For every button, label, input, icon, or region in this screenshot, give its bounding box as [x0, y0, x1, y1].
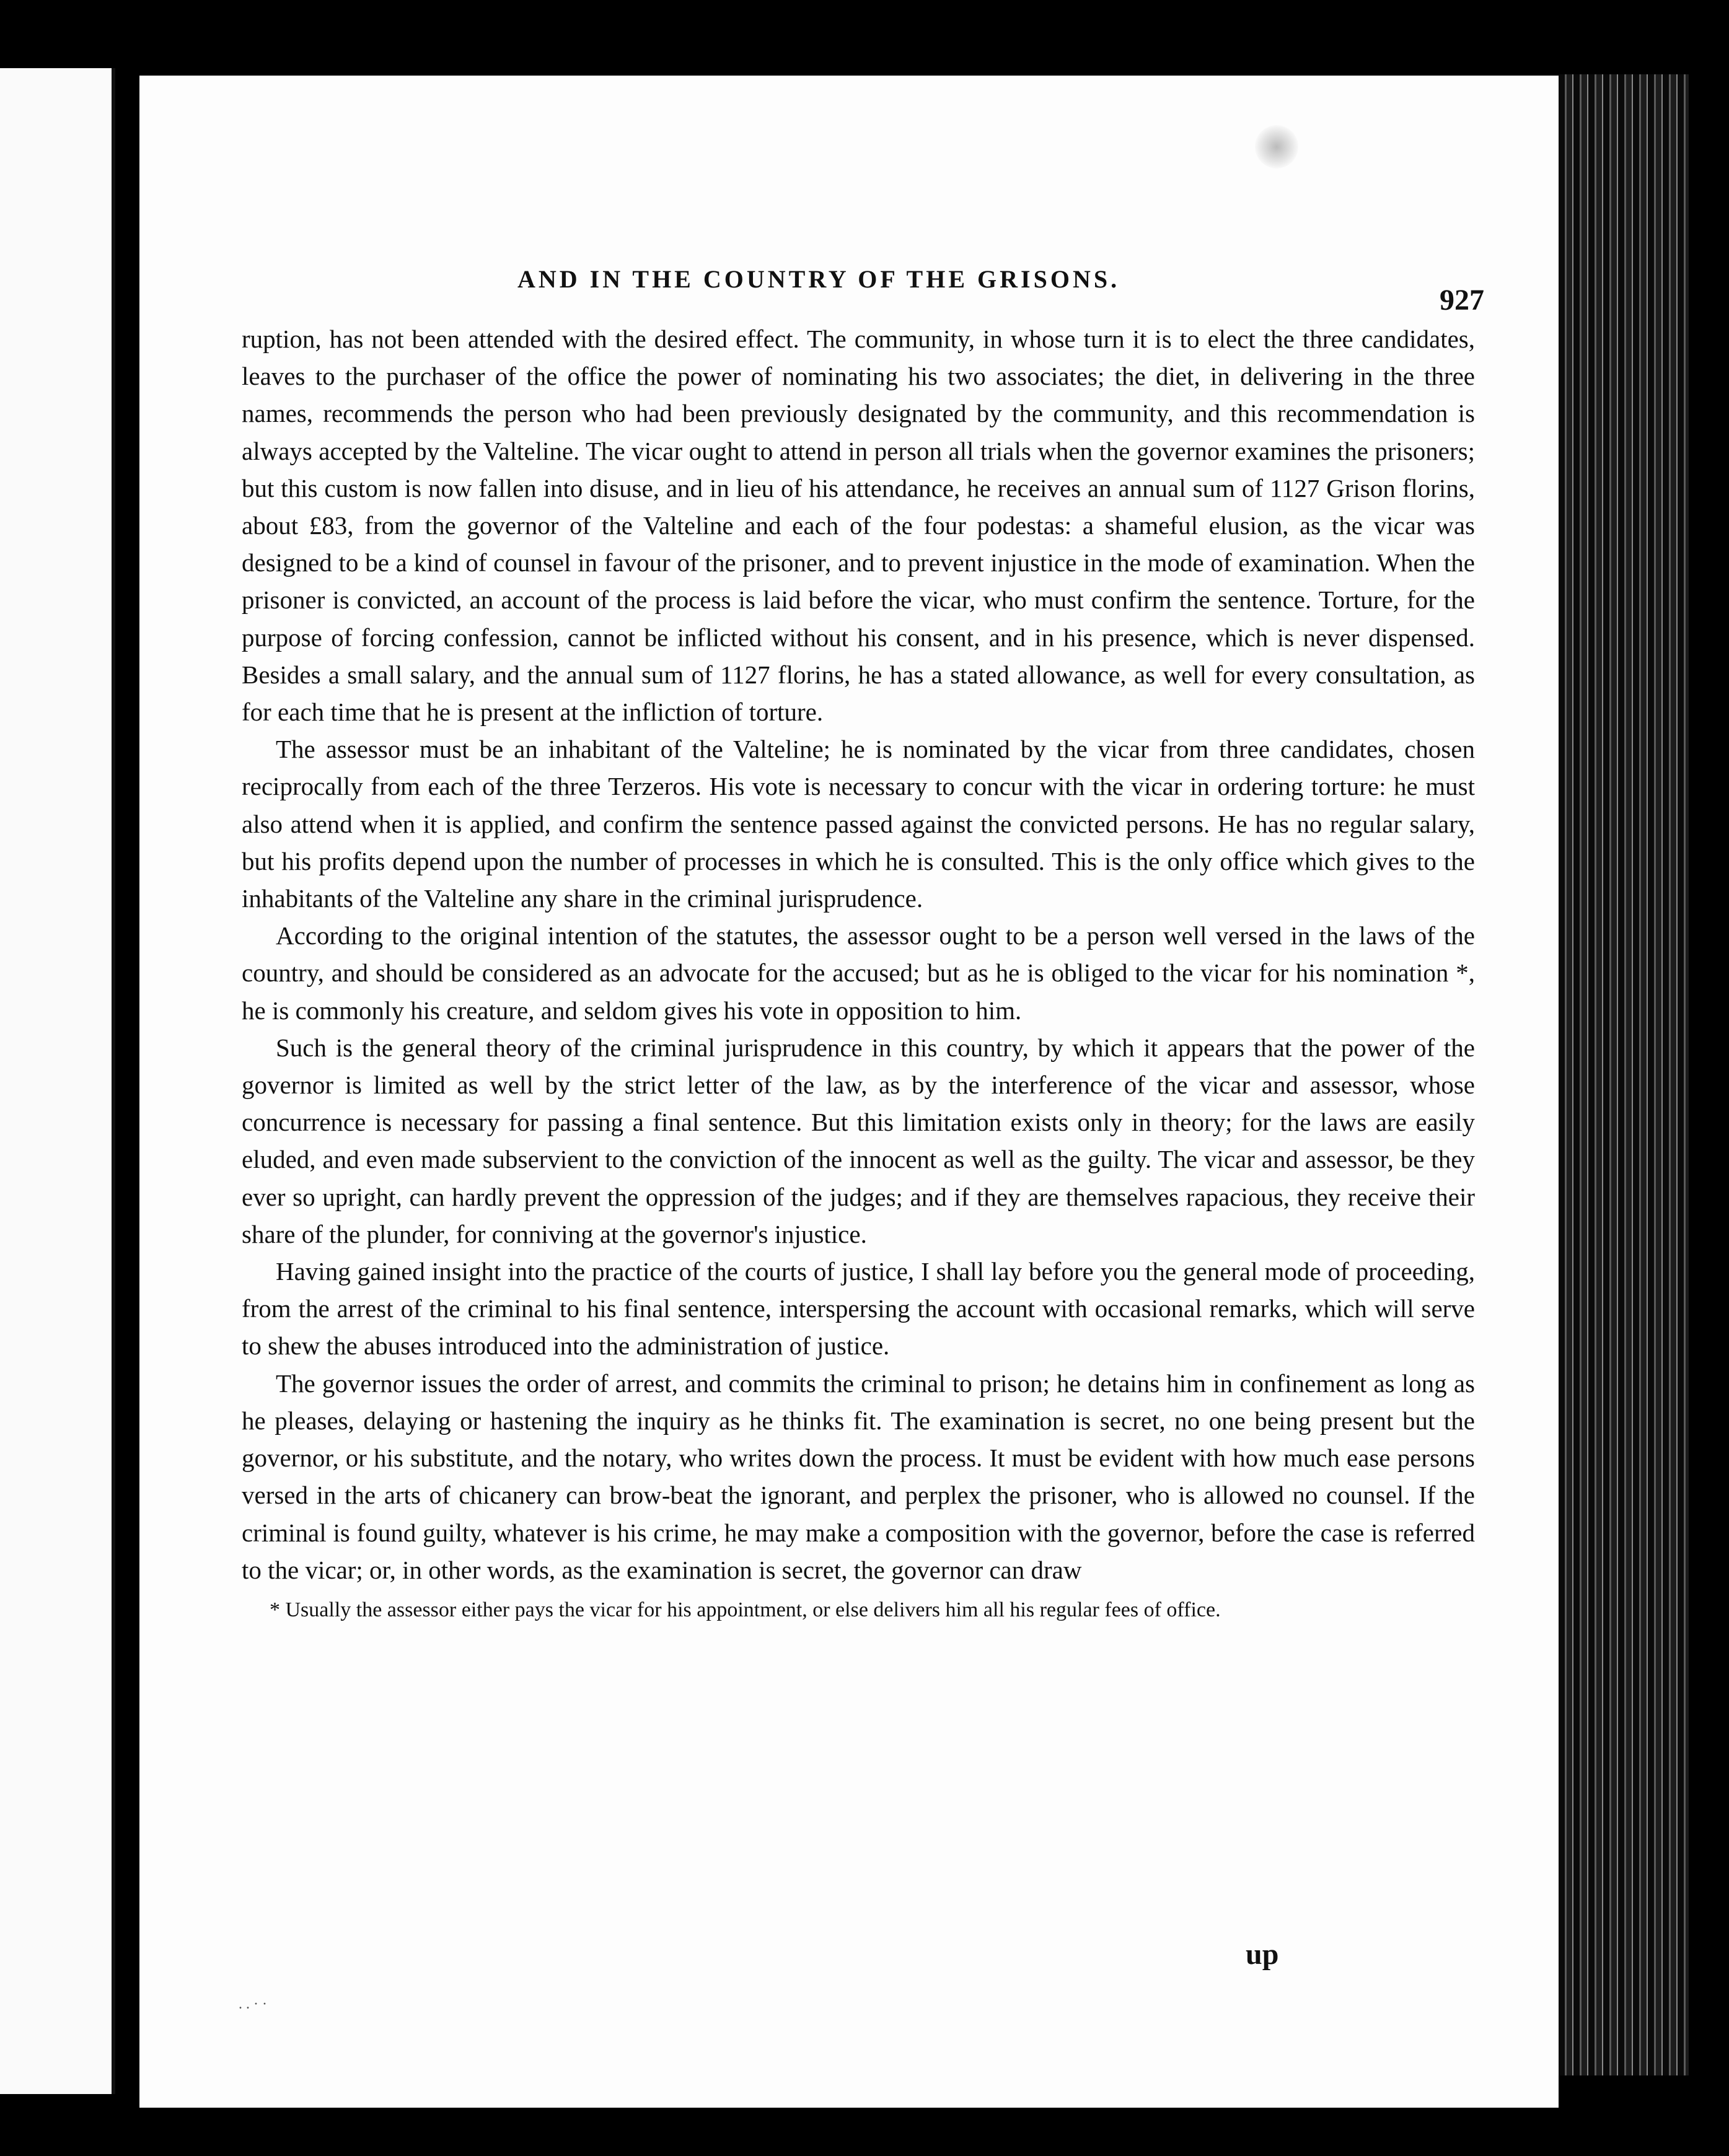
catchword: up [1246, 1938, 1279, 1971]
paragraph: ruption, has not been attended with the desired effect. The community, in whose turn it is to elect the three candidates, leaves to the purchaser of the office the power of nominating his two associates; the diet, in delivering in the three names, recommends the person who had been previously designated by the community, and this recommendation is always accepted by the Valteline. The vicar ought to attend in person all trials when the governor examines the prisoners; but this custom is now fallen into disuse, and in lieu of his attendance, he receives an annual sum of 1127 Grison florins, about £83, from the governor of the Valteline and each of the four podestas: a shameful elusion, as the vicar was designed to be a kind of counsel in favour of the prisoner, and to prevent injustice in the mode of examination. When the prisoner is convicted, an account of the process is laid before the vicar, who must confirm the sentence. Torture, for the purpose of forcing confession, cannot be inflicted without his consent, and in his presence, which is never dispensed. Besides a small salary, and the annual sum of 1127 florins, he has a stated allowance, as well for every consultation, as for each time that he is present at the infliction of torture. [242, 325, 1475, 727]
paragraph: According to the original intention of the statutes, the assessor ought to be a person well versed in the laws of the country, and should be considered as an advocate for the accused; but as he is obliged to the vicar for his nomination *, he is commonly his creature, and seldom gives his vote in opposition to him. [242, 921, 1475, 1025]
footnote: * Usually the assessor either pays the vicar for his appointment, or else delivers him all his regular fees of office. [270, 1598, 1221, 1621]
paragraph: Having gained insight into the practice of the courts of justice, I shall lay before you the general mode of proceeding, from the arrest of the criminal to his final sentence, interspersing the account with occasional remarks, which will serve to shew the abuses introduced into the administration of justice. [242, 1257, 1475, 1361]
paragraph: The governor issues the order of arrest, and commits the criminal to prison; he detains him in confinement as long as he pleases, delaying or hastening the inquiry as he thinks fit. The examination is secret, no one being present but the governor, or his substitute, and the notary, who writes down the process. It must be evident with how much ease persons versed in the arts of chicanery can brow-beat the ignorant, and perplex the prisoner, who is allowed no counsel. If the criminal is found guilty, whatever is his crime, he may make a composition with the governor, before the case is referred to the vicar; or, in other words, as the examination is secret, the governor can draw [242, 1369, 1475, 1584]
ink-smudge [1255, 125, 1298, 169]
paragraph: The assessor must be an inhabitant of the Valteline; he is nominated by the vicar from three candidates, chosen reciprocally from each of the three Terzeros. His vote is necessary to concur with the vicar in ordering torture: he must also attend when it is applied, and confirm the sentence passed against the convicted persons. He has no regular salary, but his profits depend upon the number of processes in which he is consulted. This is the only office which gives to the inhabitants of the Valteline any share in the criminal jurisprudence. [242, 735, 1475, 913]
body-text [242, 320, 1475, 1624]
book-page [139, 76, 1559, 2108]
running-head: AND IN THE COUNTRY OF THE GRISONS. [517, 265, 1120, 293]
scan-speck: . . · · [239, 1996, 267, 2012]
page-header [251, 252, 1484, 320]
left-page-edge [0, 68, 115, 2094]
page-stack-edges [1559, 74, 1689, 2075]
page-number: 927 [1440, 284, 1484, 317]
paragraph: Such is the general theory of the criminal jurisprudence in this country, by which it appears that the power of the governor is limited as well by the strict letter of the law, as by the interference of the vicar and assessor, whose concurrence is necessary for passing a final sentence. But this limitation exists only in theory; for the laws are easily eluded, and even made subservient to the conviction of the innocent as well as the guilty. The vicar and assessor, be they ever so upright, can hardly prevent the oppression of the judges; and if they are themselves rapacious, they receive their share of the plunder, for conniving at the governor's injustice. [242, 1033, 1475, 1248]
